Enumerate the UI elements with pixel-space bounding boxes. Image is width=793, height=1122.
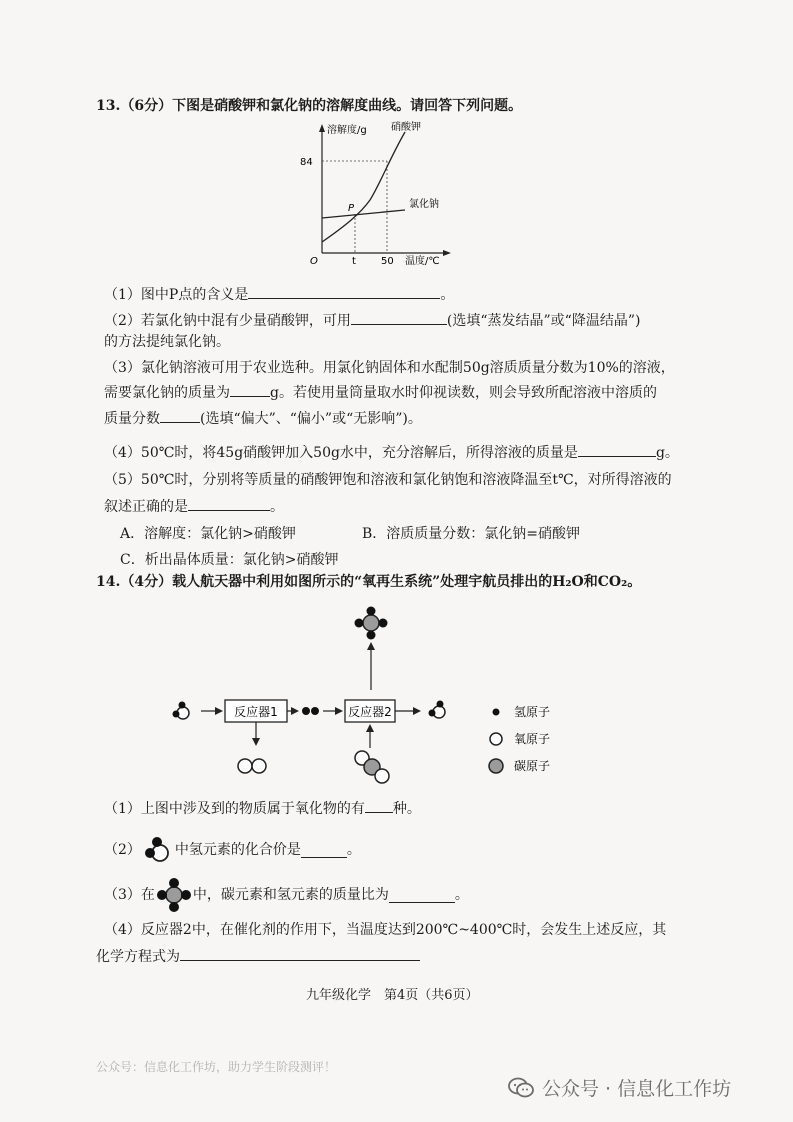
x-axis-label: 温度/℃ — [405, 256, 440, 267]
x-tick-50: 50 — [381, 256, 394, 267]
q13-part1: （1）图中P点的含义是 。 — [104, 284, 454, 305]
legend-oxygen-label: 氧原子 — [514, 732, 551, 746]
answer-blank-1[interactable] — [248, 284, 440, 299]
option-a: A．溶解度：氯化钠>硝酸钾 — [120, 526, 296, 542]
legend-carbon-label: 碳原子 — [514, 759, 551, 773]
answer-blank-14-2[interactable] — [301, 843, 347, 858]
watermark-right — [508, 1074, 731, 1101]
x-tick-t: t — [352, 256, 356, 267]
q13-part5-line2: 叙述正确的是 。 — [104, 496, 284, 517]
legend-hydrogen-label: 氢原子 — [514, 705, 551, 719]
carbon-dioxide-molecule — [355, 751, 389, 783]
oxygen-molecule — [238, 759, 266, 773]
curve-kno3-label: 硝酸钾 — [391, 122, 421, 133]
hydrogen-molecule — [302, 707, 319, 715]
methane-molecule-inline — [157, 878, 191, 912]
y-tick-84: 84 — [300, 157, 313, 168]
q13-part3-line1: （3）氯化钠溶液可用于农业选种。用氯化钠固体和水配制50g溶质质量分数为10%的溶液， — [104, 360, 675, 376]
q13-part4: （4）50℃时，将45g硝酸钾加入50g水中，充分溶解后，所得溶液的质量是 g。 — [104, 442, 679, 463]
q14-title: 14.（4分）载人航天器中利用如图所示的“氧再生系统”处理宇航员排出的H₂O和CO₂。 — [96, 574, 642, 590]
answer-blank-5[interactable] — [188, 496, 270, 511]
option-c: C．析出晶体质量：氯化钠>硝酸钾 — [120, 552, 339, 568]
q13-part5-line1: （5）50℃时，分别将等质量的硝酸钾饱和溶液和氯化钠饱和溶液降温至t℃，对所得溶液的 — [104, 472, 672, 488]
legend-oxygen-symbol — [490, 733, 502, 745]
curve-nacl-label: 氯化钠 — [409, 199, 439, 210]
water-molecule-input — [173, 702, 190, 720]
option-b: B．溶质质量分数：氯化钠=硝酸钾 — [362, 526, 581, 542]
q13-title: 13.（6分）下图是硝酸钾和氯化钠的溶解度曲线。请回答下列问题。 — [96, 98, 523, 114]
y-axis-arrow — [319, 124, 325, 132]
oxygen-regeneration-diagram — [165, 600, 605, 790]
curve-nacl — [322, 210, 405, 218]
origin-label: O — [310, 256, 318, 267]
q14-part3: （3）在 中，碳元素和氢元素的质量比为 。 — [104, 878, 469, 912]
x-axis-arrow — [443, 250, 451, 256]
answer-blank-3b[interactable] — [160, 408, 200, 423]
answer-blank-14-1[interactable] — [365, 798, 393, 813]
legend-carbon-symbol — [489, 759, 503, 773]
answer-blank-14-3[interactable] — [389, 888, 455, 903]
q13-part2: （2）若氯化钠中混有少量硝酸钾，可用 (选填“蒸发结晶”或“降温结晶”) — [104, 310, 640, 331]
wechat-icon — [508, 1077, 534, 1099]
q13-part3-line2: 需要氯化钠的质量为 g。若使用量筒量取水时仰视读数，则会导致所配溶液中溶质的 — [104, 382, 657, 403]
q14-part2: （2） 中氢元素的化合价是 。 — [104, 836, 361, 864]
watermark-left: 公众号：信息化工作坊，助力学生阶段测评！ — [96, 1060, 337, 1074]
legend-hydrogen-symbol — [493, 709, 500, 716]
q13-part2-cont: 的方法提纯氯化钠。 — [104, 334, 230, 350]
reactor-1-label: 反应器1 — [234, 705, 278, 719]
watermark-right-text: 公众号 · 信息化工作坊 — [542, 1078, 732, 1100]
q14-part1: （1）上图中涉及到的物质属于氧化物的有 种。 — [104, 798, 421, 819]
answer-blank-2[interactable] — [351, 310, 447, 325]
q13-part3-line3: 质量分数 (选填“偏大”、“偏小”或“无影响”)。 — [104, 408, 422, 429]
water-molecule-inline — [143, 836, 173, 864]
answer-blank-4[interactable] — [578, 442, 656, 457]
point-p-label: P — [348, 203, 355, 214]
reactor-2-label: 反应器2 — [348, 705, 392, 719]
methane-molecule-top — [355, 607, 388, 640]
curve-kno3 — [322, 132, 405, 242]
solubility-graph — [300, 118, 455, 268]
q14-part4-line1: （4）反应器2中，在催化剂的作用下，当温度达到200℃~400℃时，会发生上述反应，其 — [104, 922, 667, 938]
page-footer: 九年级化学 第4页（共6页） — [306, 988, 479, 1003]
y-axis-label: 溶解度/g — [327, 125, 367, 136]
water-molecule-output — [429, 701, 446, 719]
answer-blank-14-4[interactable] — [180, 946, 420, 961]
q14-part4-line2: 化学方程式为 — [96, 946, 420, 967]
answer-blank-3a[interactable] — [230, 382, 270, 397]
